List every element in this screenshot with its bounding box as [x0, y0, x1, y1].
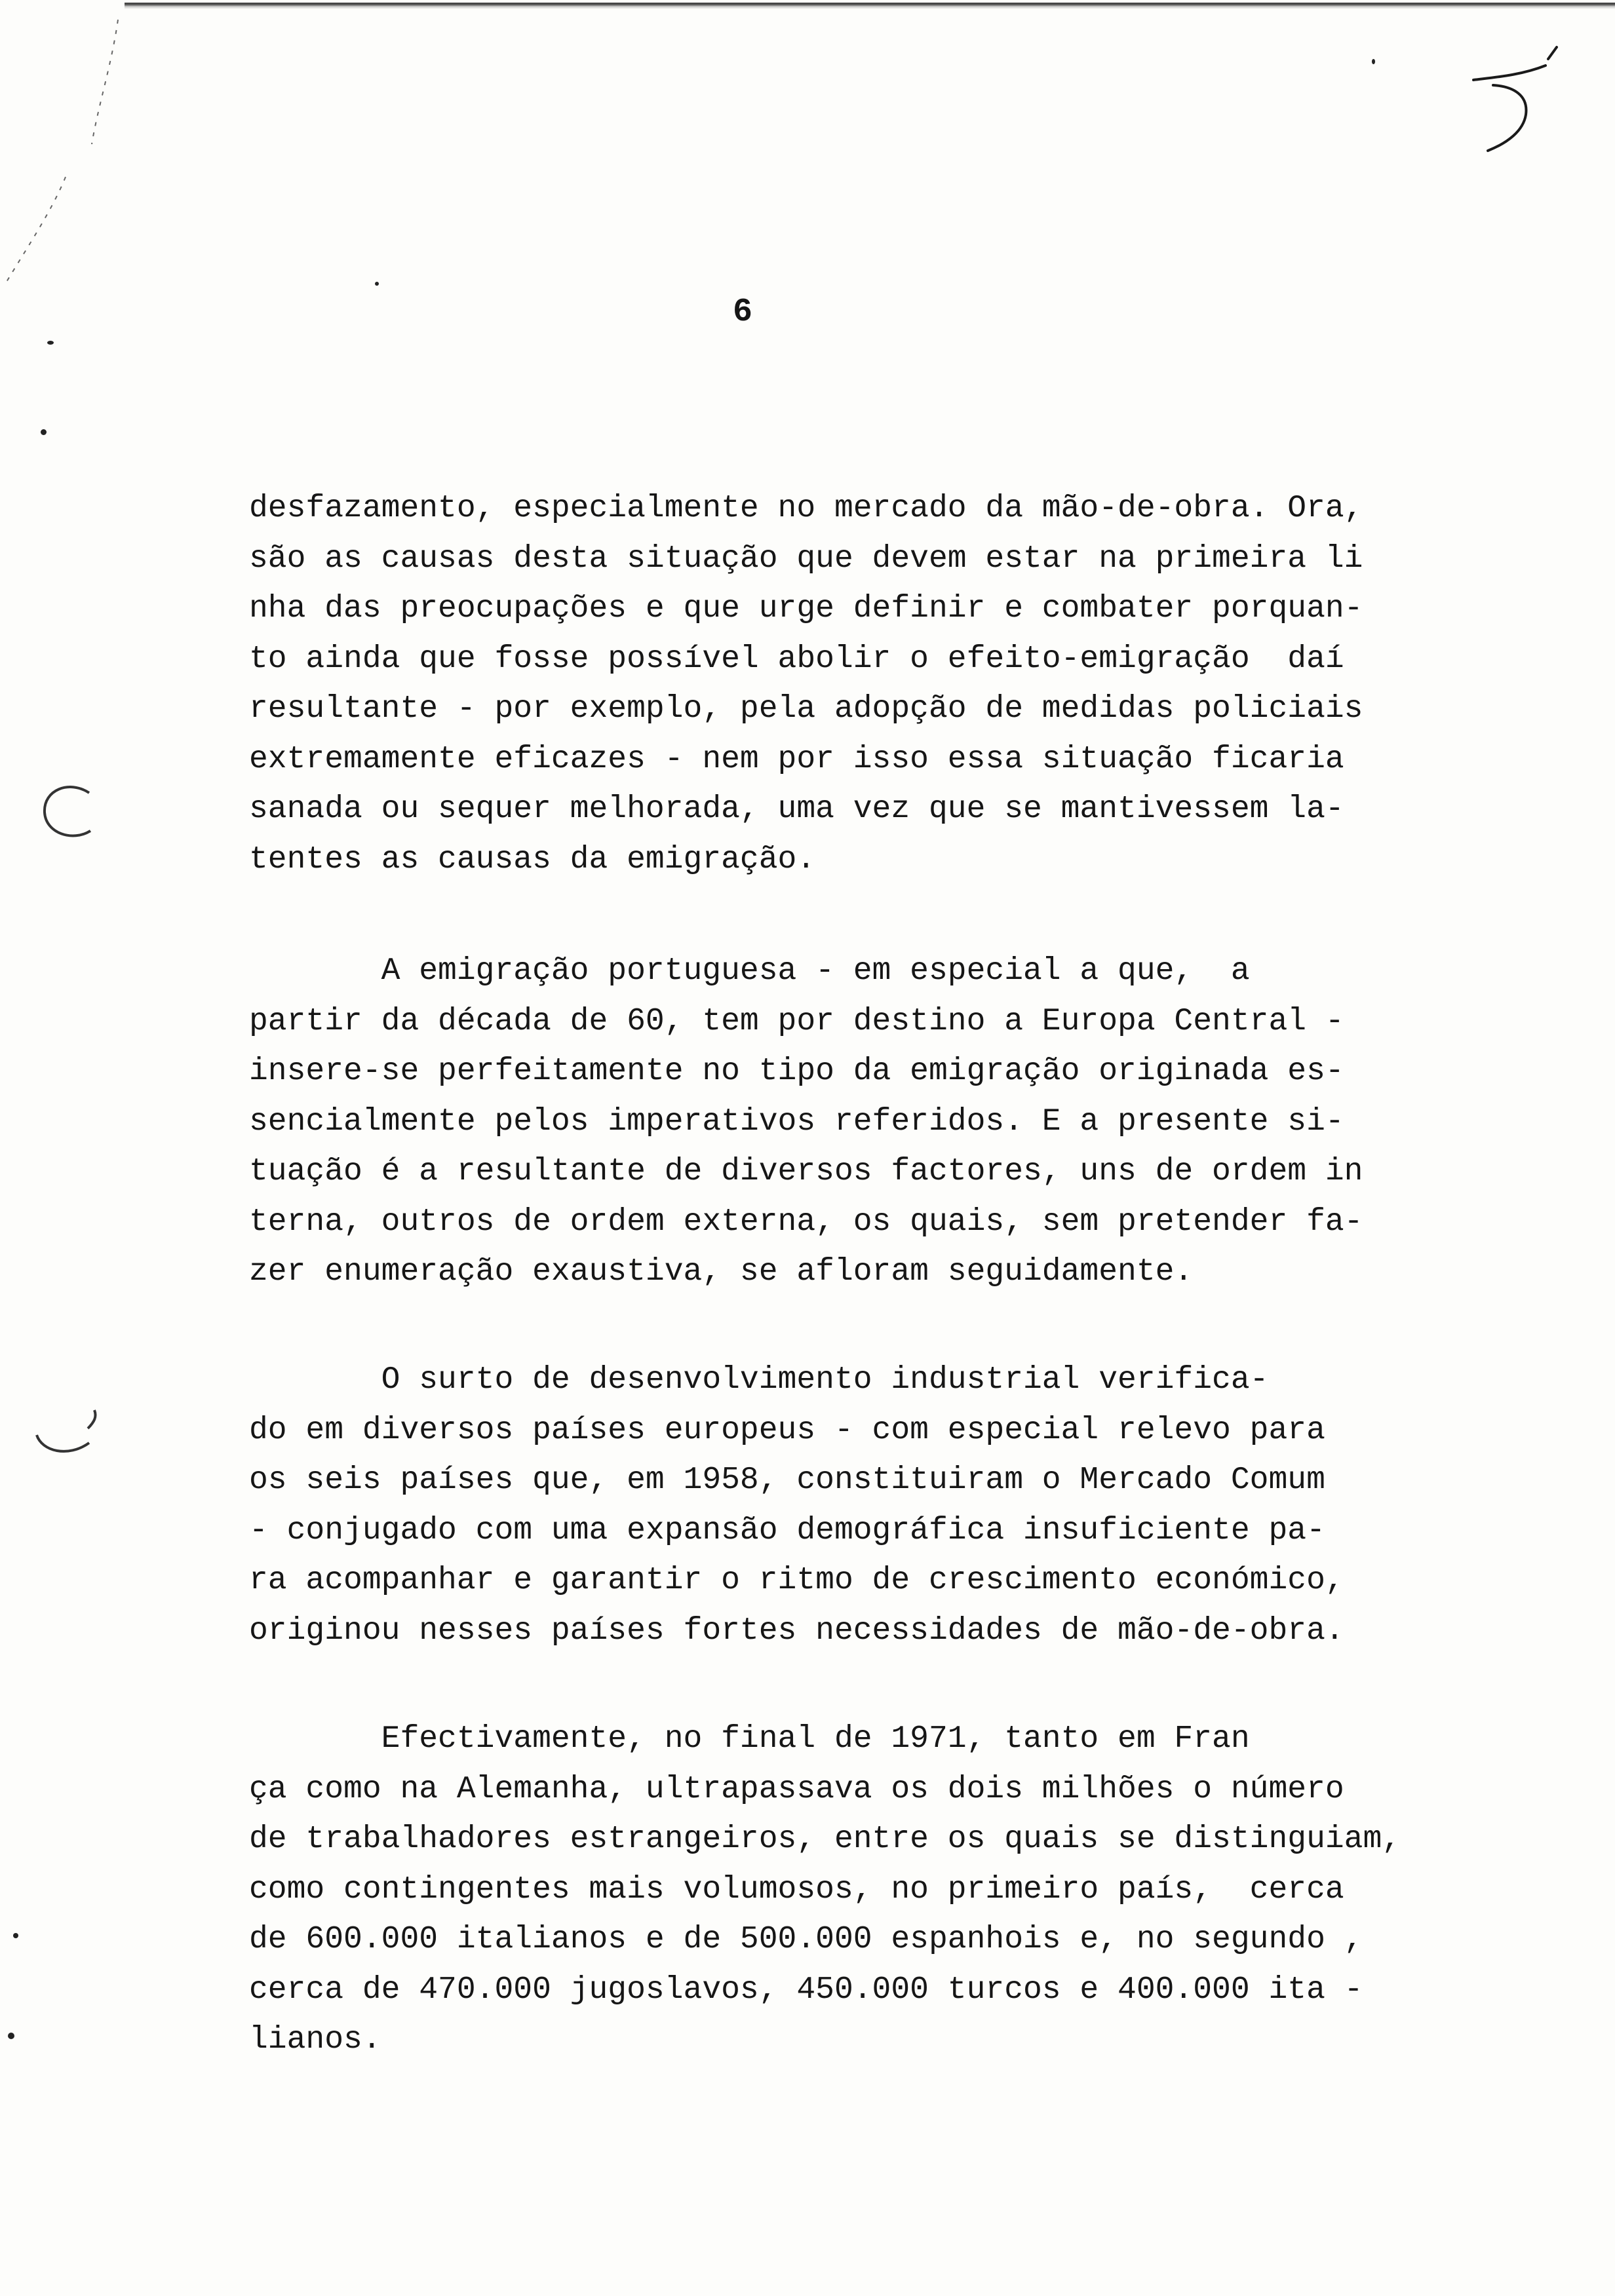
handwritten-folio-mark: [1468, 39, 1573, 157]
text-line: Efectivamente, no final de 1971, tanto em Fran: [249, 1721, 1250, 1757]
text-line: resultante - por exemplo, pela adopção de medidas policiais: [249, 691, 1363, 727]
punch-hole-mark-upper: [37, 780, 96, 845]
text-line: do em diversos países europeus - com especial relevo para: [249, 1413, 1325, 1448]
text-line: de 600.000 italianos e de 500.000 espanhois e, no segundo ,: [249, 1922, 1363, 1957]
text-line: tuação é a resultante de diversos factores, uns de ordem in: [249, 1154, 1363, 1189]
text-line: originou nesses países fortes necessidades de mão-de-obra.: [249, 1613, 1344, 1649]
text-line: terna, outros de ordem externa, os quais, sem pretender fa-: [249, 1204, 1363, 1240]
text-line: ça como na Alemanha, ultrapassava os dois milhões o número: [249, 1772, 1344, 1807]
text-line: sanada ou sequer melhorada, uma vez que se mantivessem la-: [249, 792, 1344, 827]
scan-speck: [41, 429, 47, 435]
text-line: partir da década de 60, tem por destino a Europa Central -: [249, 1004, 1344, 1039]
text-line: cerca de 470.000 jugoslavos, 450.000 turcos e 400.000 ita -: [249, 1972, 1363, 2008]
scan-speck: [375, 282, 379, 286]
page-number: 6: [733, 294, 753, 331]
text-line: tentes as causas da emigração.: [249, 842, 816, 877]
text-line: insere-se perfeitamente no tipo da emigração originada es-: [249, 1054, 1344, 1089]
text-line: lianos.: [249, 2022, 381, 2057]
text-line: O surto de desenvolvimento industrial verifica-: [249, 1362, 1269, 1398]
text-line: A emigração portuguesa - em especial a que, a: [249, 953, 1250, 989]
text-line: sencialmente pelos imperativos referidos. E a presente si-: [249, 1104, 1344, 1139]
scan-speck: [1372, 59, 1375, 64]
scan-speck: [8, 2033, 14, 2039]
scan-speck: [13, 1933, 18, 1938]
text-line: nha das preocupações e que urge definir e combater porquan-: [249, 591, 1363, 626]
scan-speck: [47, 341, 54, 345]
text-line: desfazamento, especialmente no mercado da mão-de-obra. Ora,: [249, 491, 1363, 526]
text-line: - conjugado com uma expansão demográfica insuficiente pa-: [249, 1513, 1325, 1548]
text-line: zer enumeração exaustiva, se afloram seguidamente.: [249, 1254, 1194, 1290]
text-line: como contingentes mais volumosos, no primeiro país, cerca: [249, 1872, 1344, 1907]
punch-hole-mark-lower: [29, 1402, 101, 1468]
text-line: de trabalhadores estrangeiros, entre os quais se distinguiam,: [249, 1822, 1401, 1857]
text-line: extremamente eficazes - nem por isso essa situação ficaria: [249, 742, 1344, 777]
top-edge-scan-shadow: [125, 3, 1615, 9]
text-line: os seis países que, em 1958, constituiram o Mercado Comum: [249, 1463, 1325, 1498]
text-line: são as causas desta situação que devem estar na primeira li: [249, 541, 1363, 577]
text-line: ra acompanhar e garantir o ritmo de crescimento económico,: [249, 1563, 1344, 1598]
scan-artifact-line: [0, 13, 131, 288]
text-line: to ainda que fosse possível abolir o efeito-emigração daí: [249, 641, 1344, 677]
